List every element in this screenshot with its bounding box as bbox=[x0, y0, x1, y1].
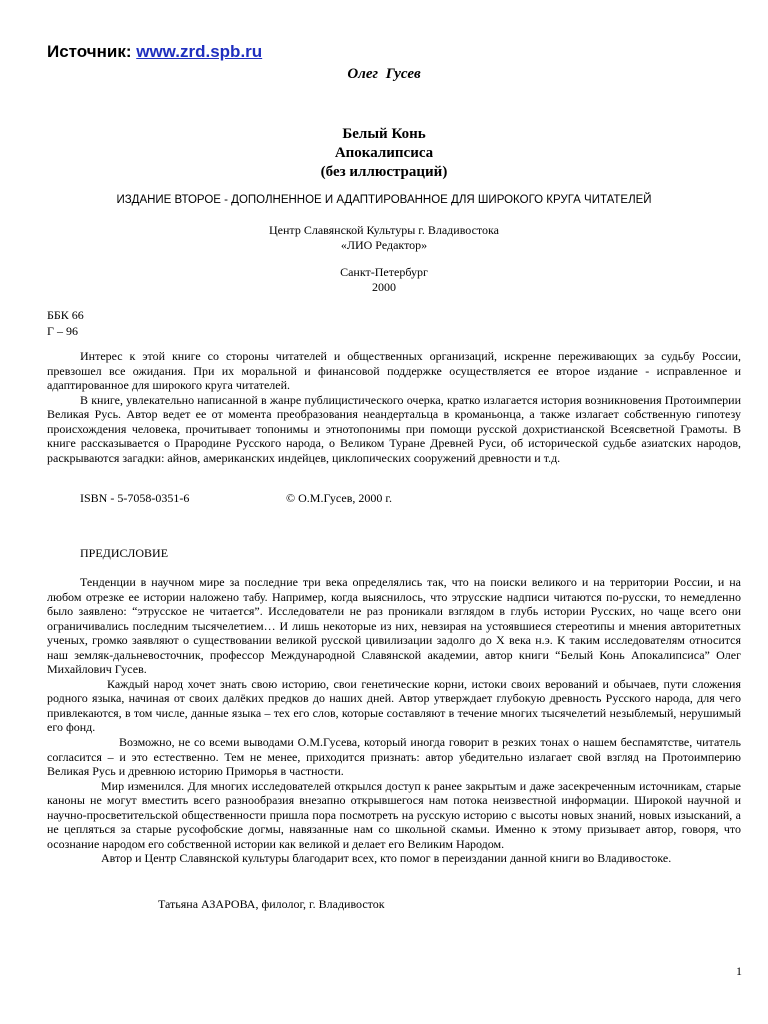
source-label: Источник: bbox=[47, 42, 132, 61]
city: Санкт-Петербург bbox=[340, 265, 428, 279]
title-line: Апокалипсиса bbox=[334, 145, 434, 161]
bbk-line: Г – 96 bbox=[47, 324, 78, 338]
preface-paragraph: Автор и Центр Славянской культуры благодарит всех, кто помог в переиздании данной книги во Владивостоке. bbox=[101, 851, 672, 866]
publisher-line: «ЛИО Редактор» bbox=[340, 238, 428, 252]
book-title bbox=[0, 125, 768, 182]
title-subtitle: (без иллюстраций) bbox=[320, 164, 448, 180]
page-number: 1 bbox=[736, 964, 742, 978]
author-name: Олег Гусев bbox=[347, 66, 421, 82]
edition-note: ИЗДАНИЕ ВТОРОЕ - ДОПОЛНЕННОЕ И АДАПТИРОВАННОЕ ДЛЯ ШИРОКОГО КРУГА ЧИТАТЕЛЕЙ bbox=[116, 194, 652, 206]
preface-paragraph: Тенденции в научном мире за последние три века определялись так, что на поиски великого и на территории России, и на любом отрезке ее истории наложено табу. Например, когда выяснилось, что этрусские надписи читаются по-русски, то немедленно было заявлено: “этрусское не читается”. Исследователи не раз проникали взглядом в глубь истории Русских, но чаще всего они ограничивались последним тысячелетием… И лишь некоторые из них, невзирая на устоявшиеся стереотипы и мнения авторитетных ученых, громко заявляют о существовании великой русской цивилизации задолго до Х века н.э. К таким исследователям относится наш земляк-дальневосточник, профессор Международной Славянской академии, автор книги “Белый Конь Апокалипсиса” Олег Михайлович Гусев. bbox=[47, 575, 741, 677]
abstract bbox=[47, 349, 741, 465]
preface-text bbox=[47, 575, 741, 866]
preface-heading: ПРЕДИСЛОВИЕ bbox=[80, 546, 169, 560]
source-link[interactable]: www.zrd.spb.ru bbox=[136, 42, 263, 61]
publisher-line: Центр Славянской Культуры г. Владивостока bbox=[269, 223, 499, 237]
preface-paragraph: Каждый народ хочет знать свою историю, свои генетические корни, истоки своих верований и обычаев, пути сложения родного языка, начиная от своих далёких предков до наших дней. Автор утверждает глубокую древность Русского народа, для чего привлекаются, в том числе, данные языка – тех его слов, которые составляют в течение многих тысячелетий незыблемый, нерушимый его фонд. bbox=[47, 676, 741, 735]
copyright: © О.М.Гусев, 2000 г. bbox=[286, 491, 392, 505]
preface-paragraph: Возможно, не со всеми выводами О.М.Гусева, который иногда говорит в резких тонах о нашем беспамятстве, читатель согласится – и это естественно. Тем не менее, приходится признать: автор убедительно излагает свой взгляд на Протоимперию Великая Русь и древнюю историю Приморья в частности. bbox=[47, 735, 741, 779]
preface-paragraph: Мир изменился. Для многих исследователей открылся доступ к ранее закрытым и даже засекреченным источникам, старые каноны не могут вместить всего разнообразия внезапно открывшегося нам потока неизвестной информации. Широкой научной и научно-просветительской общественности пришла пора посмотреть на русскую историю с высоты новых знаний, новых изысканий, а не цепляться за старые русофобские догмы, навязанные нам со школьной скамьи. Именно к этому призывает автор, говоря, что осознание народом его собственной истории как великой и делает его Великим Народом. bbox=[47, 778, 741, 851]
bbk-line: ББК 66 bbox=[47, 308, 84, 322]
abstract-paragraph: Интерес к этой книге со стороны читателей и общественных организаций, искренне переживающих за судьбу России, превзошел все ожидания. При их моральной и финансовой поддержке осуществляется ее второе издание - исправленное и адаптированное для широкого круга читателей. bbox=[47, 349, 741, 393]
bbk-codes bbox=[47, 307, 84, 339]
publisher bbox=[0, 223, 768, 253]
year: 2000 bbox=[372, 280, 396, 294]
signature: Татьяна АЗАРОВА, филолог, г. Владивосток bbox=[158, 897, 385, 911]
source-line bbox=[47, 42, 262, 62]
isbn: ISBN - 5-7058-0351-6 bbox=[80, 491, 190, 505]
abstract-paragraph: В книге, увлекательно написанной в жанре публицистического очерка, кратко излагается история возникновения Протоимперии Великая Русь. Автор ведет ее от момента преобразования неандертальца в кроманьонца, а также излагает собственную гипотезу происхождения человека, прочитывает топонимы и этнотопонимы при помощи русской дохристианской Всеясветной Грамоты. В книге рассказывается о Прародине Русского народа, о Великом Туране Древней Руси, об исторической судьбе азиатских народов, раскрываются загадки: айнов, американских индейцев, циклопических сооружений древности и т.д. bbox=[47, 392, 741, 465]
publication-place bbox=[0, 265, 768, 295]
title-line: Белый Конь bbox=[342, 126, 426, 142]
